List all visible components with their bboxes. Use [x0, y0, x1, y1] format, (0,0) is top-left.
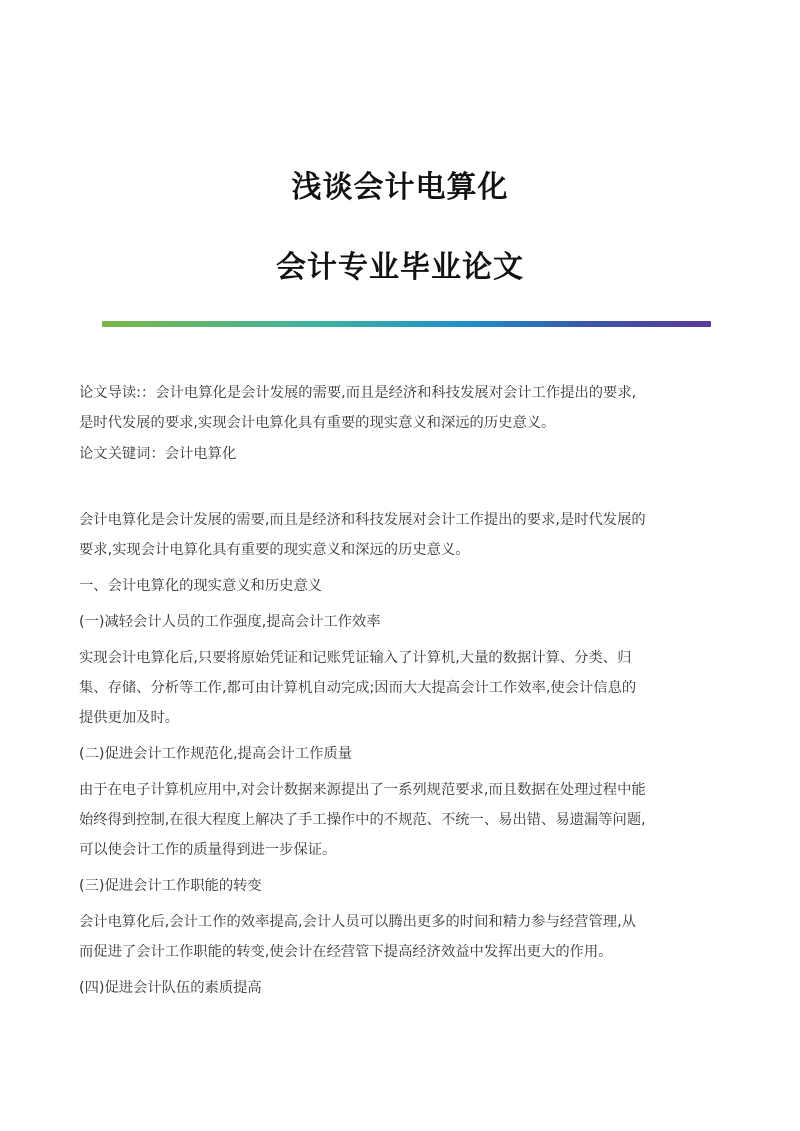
- document-title: 浅谈会计电算化: [291, 170, 509, 205]
- subsection-heading: (二)促进会计工作规范化,提高会计工作质量: [79, 746, 353, 762]
- document-subtitle: 会计专业毕业论文: [276, 250, 524, 285]
- paragraph-line: 始终得到控制,在很大程度上解决了手工操作中的不规范、不统一、易出错、易遗漏等问题,: [79, 812, 646, 828]
- intro-line: 会计电算化是会计发展的需要,而且是经济和科技发展对会计工作提出的要求,是时代发展的: [79, 512, 646, 528]
- subsection-heading: (一)减轻会计人员的工作强度,提高会计工作效率: [79, 614, 381, 630]
- paragraph-line: 会计电算化后,会计工作的效率提高,会计人员可以腾出更多的时间和精力参与经营管理,从: [79, 914, 636, 930]
- paragraph-line: 可以使会计工作的质量得到进一步保证。: [79, 842, 337, 858]
- paragraph-line: 由于在电子计算机应用中,对会计数据来源提出了一系列规范要求,而且数据在处理过程中能: [79, 782, 646, 798]
- paragraph-line: 提供更加及时。: [79, 710, 180, 726]
- intro-line: 要求,实现会计电算化具有重要的现实意义和深远的历史意义。: [79, 542, 470, 558]
- paragraph-line: 而促进了会计工作职能的转变,使会计在经营管下提高经济效益中发挥出更大的作用。: [79, 944, 613, 960]
- body-section: [79, 505, 719, 1003]
- section-heading: 一、会计电算化的现实意义和历史意义: [79, 578, 323, 594]
- abstract-section: [79, 378, 719, 438]
- paragraph-line: 集、存储、分析等工作,都可由计算机自动完成;因而大大提高会计工作效率,使会计信息的: [79, 680, 637, 696]
- abstract-line: 论文导读:：会计电算化是会计发展的需要,而且是经济和科技发展对会计工作提出的要求,: [79, 385, 637, 401]
- keywords-line: 论文关键词：会计电算化: [79, 446, 237, 462]
- keywords-section: [79, 439, 719, 469]
- abstract-line: 是时代发展的要求,实现会计电算化具有重要的现实意义和深远的历史意义。: [79, 415, 556, 431]
- gradient-divider: [102, 321, 711, 327]
- subsection-heading: (四)促进会计队伍的素质提高: [79, 980, 262, 996]
- paragraph-line: 实现会计电算化后,只要将原始凭证和记账凭证输入了计算机,大量的数据计算、分类、归: [79, 650, 632, 666]
- subsection-heading: (三)促进会计工作职能的转变: [79, 878, 262, 894]
